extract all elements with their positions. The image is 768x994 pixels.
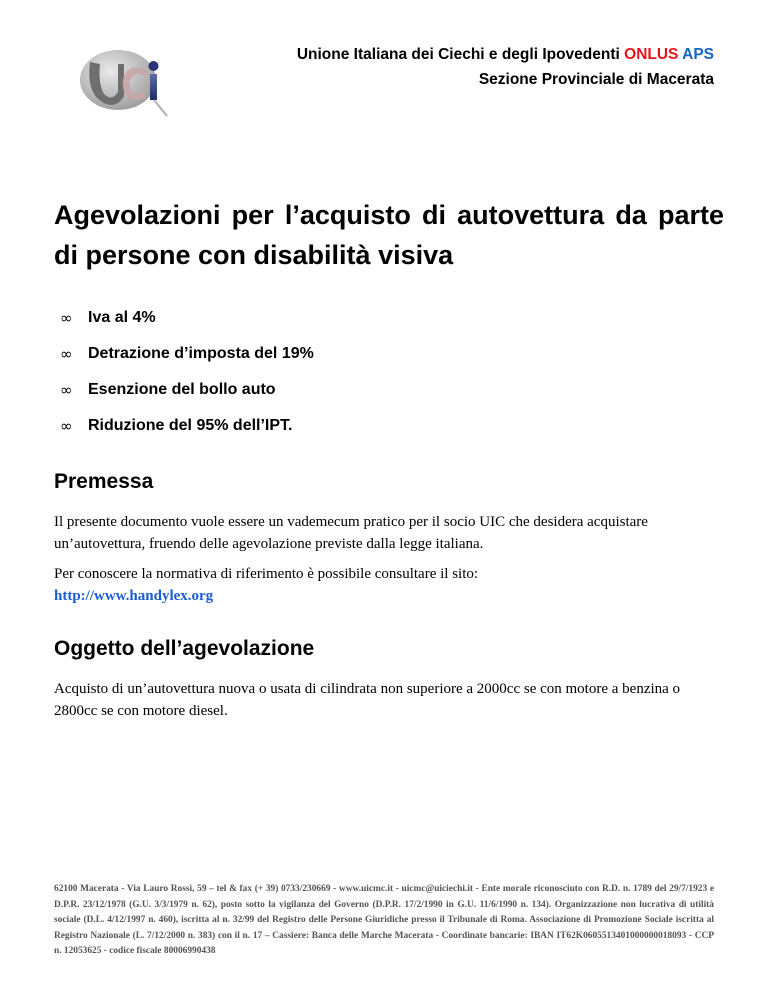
list-item: ∞ Iva al 4%: [60, 309, 156, 327]
infinity-bullet-icon: ∞: [60, 381, 73, 399]
heading-oggetto: Oggetto dell’agevolazione: [54, 637, 315, 660]
benefits-list: [60, 300, 314, 444]
list-item: ∞ Esenzione del bollo auto: [60, 381, 276, 399]
infinity-bullet-icon: ∞: [60, 345, 73, 363]
section-name: Sezione Provinciale di Macerata: [478, 71, 714, 88]
infinity-bullet-icon: ∞: [60, 417, 73, 435]
handylex-link[interactable]: http://www.handylex.org: [54, 588, 214, 604]
onlus-label: ONLUS: [624, 46, 679, 63]
footer-legal-text: 62100 Macerata - Via Lauro Rossi, 59 – tel & fax (+ 39) 0733/230669 - www.uicmc.it - uicmc@uiciechi.it - Ente morale riconosciuto con R.D. n. 1789 del 29/7/1923 e D.P.R. 23/12/1978 (G.U. 3/3/1979 n. 62), posto sotto la vigilanza del Governo (D.P.R. 17/2/1990 in G.U. 11/6/1990 n. 134). Organizzazione non lucrativa di utilità sociale (D.L. 4/12/1997 n. 460), iscritta al n. 32/99 del Registro delle Persone Giuridiche presso il Tribunale di Roma. Associazione di Promozione Sociale iscritta al Registro Nazionale (L. 7/12/2000 n. 383) con il n. 17 – Cassiere: Banca delle Marche Macerata - Coordinate bancarie: IBAN IT62K0605513401000000018093 - CCP n. 12053625 - codice fiscale 80006990438: [54, 884, 714, 957]
org-name: Unione Italiana dei Ciechi e degli Ipovedenti: [296, 46, 620, 63]
letterhead: [114, 42, 714, 92]
premessa-paragraph: Il presente documento vuole essere un vademecum pratico per il socio UIC che desidera acquistare un’autovettura, fruendo delle agevolazione previste dalla legge italiana.: [54, 514, 648, 552]
letterhead-line-1: [114, 42, 714, 67]
heading-premessa: Premessa: [54, 470, 154, 493]
premessa-reference: Per conoscere la normativa di riferimento è possibile consultare il sito: http://www.handylex.org: [54, 566, 479, 604]
infinity-bullet-icon: ∞: [60, 309, 73, 327]
document-title: Agevolazioni per l’acquisto di autovettura da parte di persone con disabilità visiva: [54, 200, 724, 270]
list-item: ∞ Detrazione d’imposta del 19%: [60, 345, 314, 363]
oggetto-paragraph: Acquisto di un’autovettura nuova o usata di cilindrata non superiore a 2000cc se con motore a benzina o 2800cc se con motore diesel.: [54, 681, 681, 719]
aps-label: APS: [682, 46, 714, 63]
list-item: ∞ Riduzione del 95% dell’IPT.: [60, 417, 293, 435]
